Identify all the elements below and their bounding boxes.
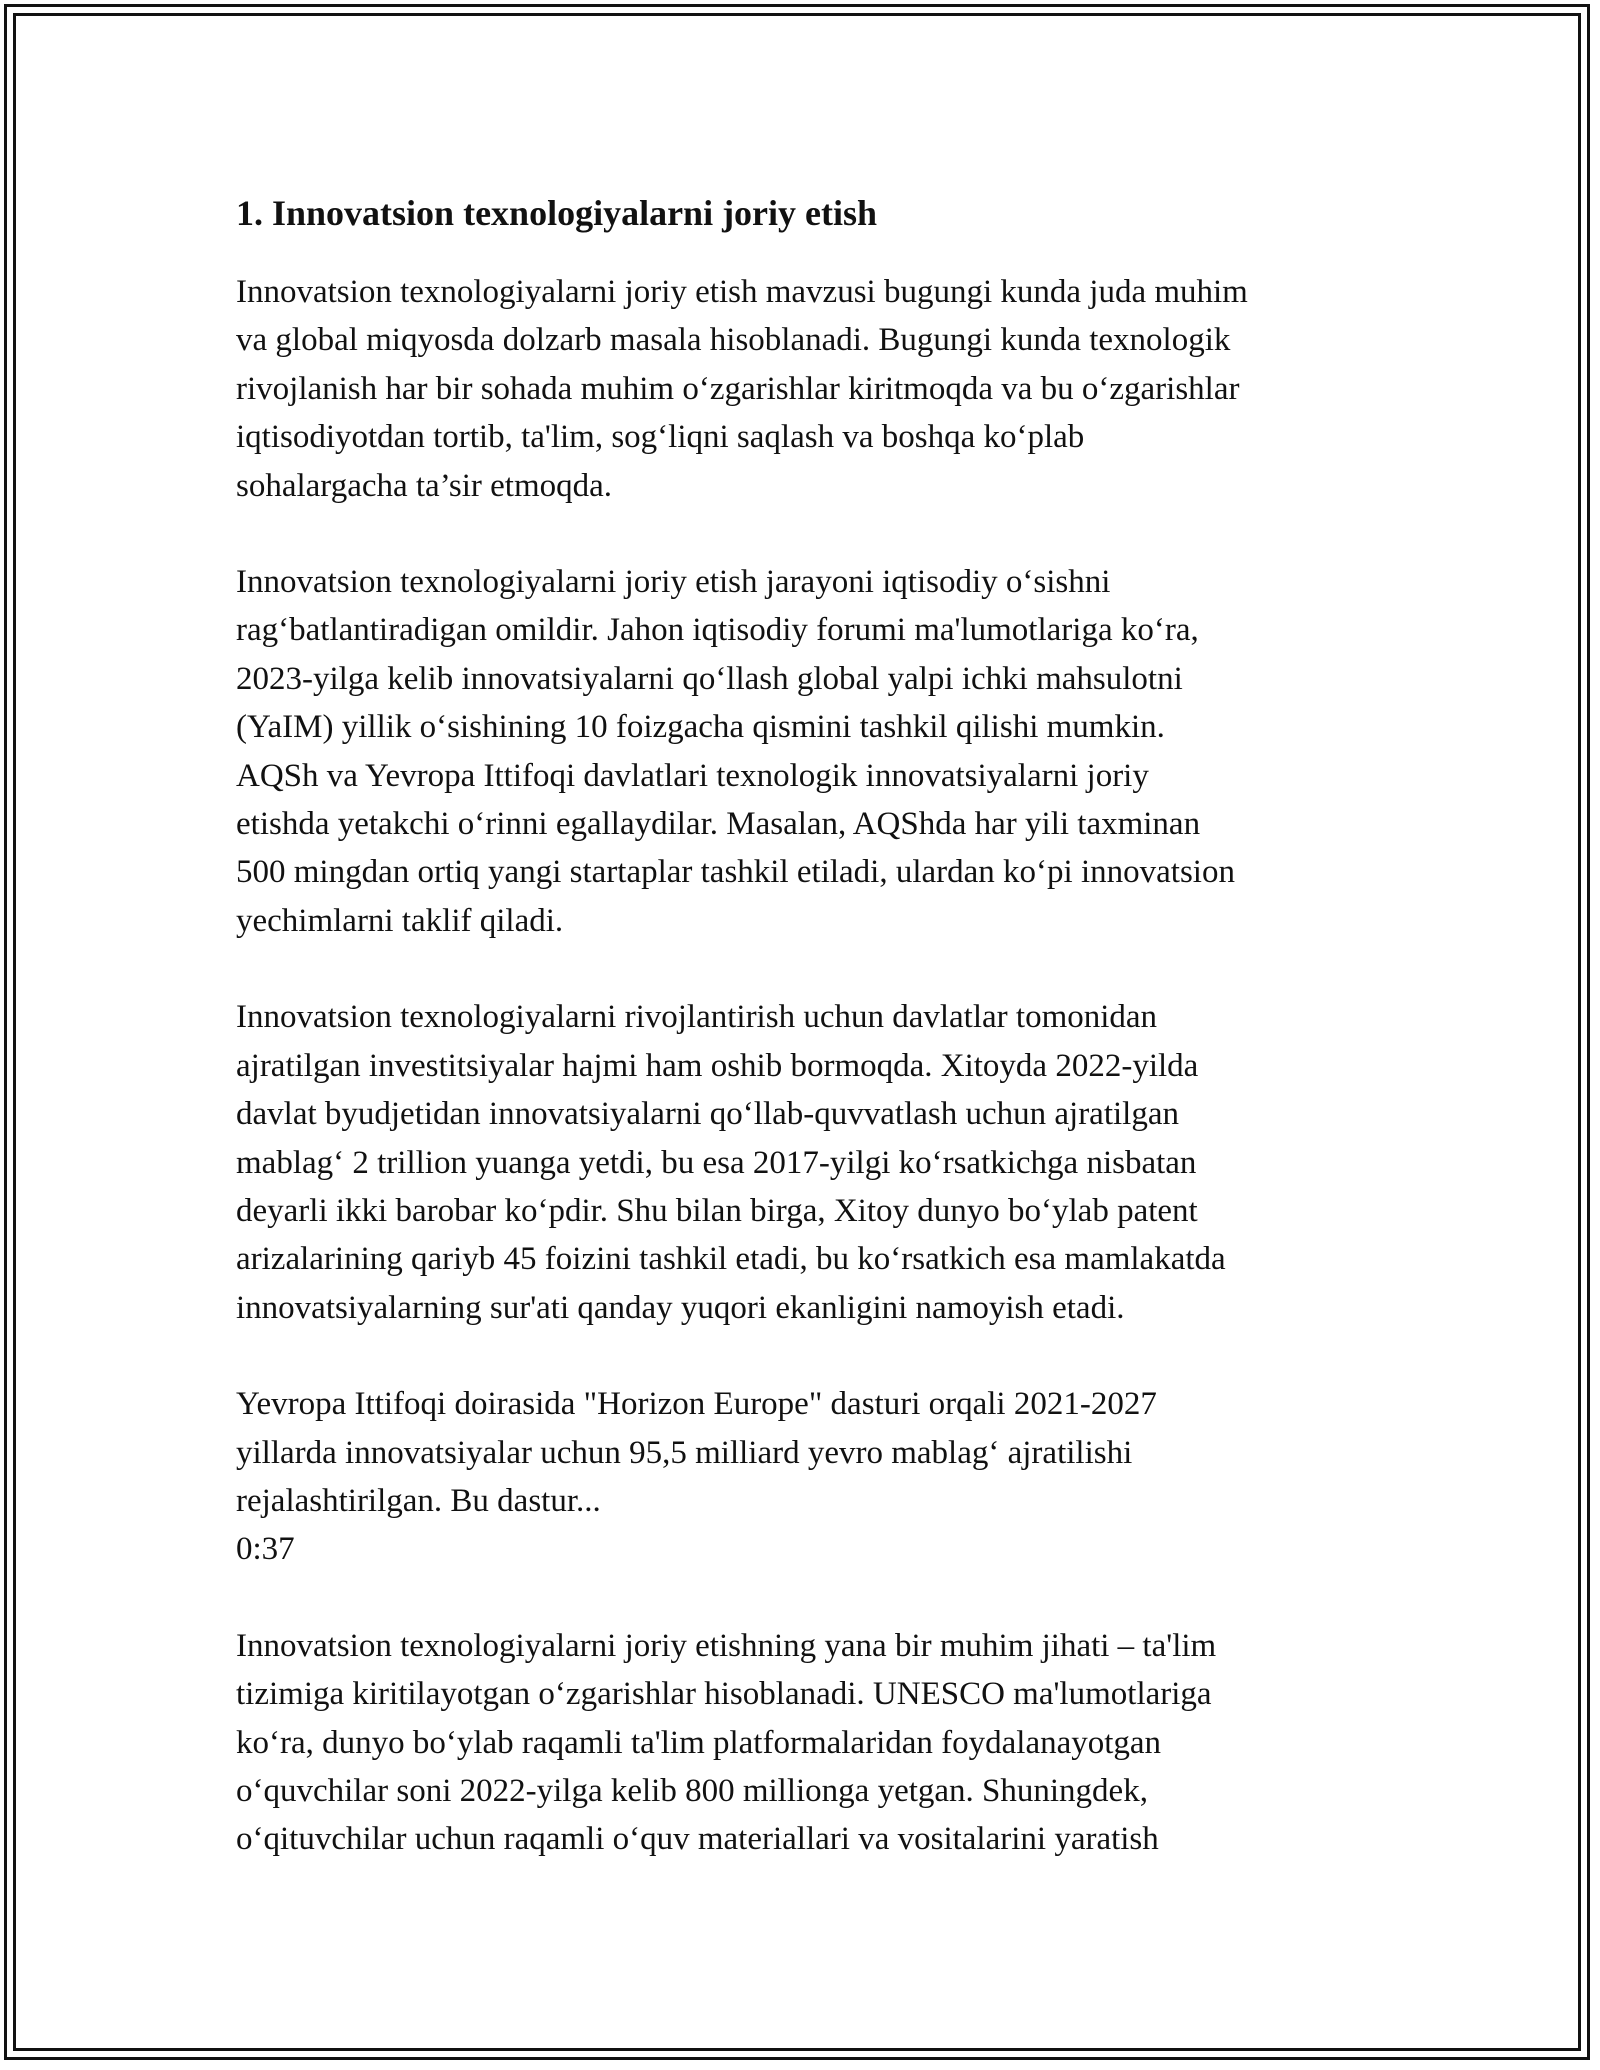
paragraph-line: yillarda innovatsiyalar uchun 95,5 milliard yevro mablag‘ ajratilishi bbox=[236, 1434, 1133, 1471]
paragraph-5 bbox=[236, 1622, 1366, 1864]
paragraph-line: ajratilgan investitsiyalar hajmi ham oshib bormoqda. Xitoyda 2022-yilda bbox=[236, 1047, 1199, 1084]
paragraph-2 bbox=[236, 558, 1366, 945]
paragraph-line: davlat byudjetidan innovatsiyalarni qo‘llab-quvvatlash uchun ajratilgan bbox=[236, 1096, 1179, 1133]
paragraph-line: Innovatsion texnologiyalarni rivojlantirish uchun davlatlar tomonidan bbox=[236, 999, 1158, 1036]
paragraph-line: tizimiga kiritilayotgan o‘zgarishlar hisoblanadi. UNESCO ma'lumotlariga bbox=[236, 1676, 1212, 1713]
paragraph-line: Innovatsion texnologiyalarni joriy etish jarayoni iqtisodiy o‘sishni bbox=[236, 564, 1111, 601]
paragraph-line: 500 mingdan ortiq yangi startaplar tashkil etiladi, ulardan ko‘pi innovatsion bbox=[236, 854, 1235, 891]
paragraph-line: 2023-yilga kelib innovatsiyalarni qo‘llash global yalpi ichki mahsulotni bbox=[236, 660, 1183, 697]
paragraph-line: Innovatsion texnologiyalarni joriy etishning yana bir muhim jihati – ta'lim bbox=[236, 1627, 1217, 1664]
paragraph-line: sohalargacha ta’sir etmoqda. bbox=[236, 467, 613, 504]
paragraph-line: arizalarining qariyb 45 foizini tashkil etadi, bu ko‘rsatkich esa mamlakatda bbox=[236, 1241, 1226, 1278]
paragraph-3 bbox=[236, 993, 1366, 1332]
paragraph-line: rag‘batlantiradigan omildir. Jahon iqtisodiy forumi ma'lumotlariga ko‘ra, bbox=[236, 612, 1199, 649]
paragraph-line: etishda yetakchi o‘rinni egallaydilar. Masalan, AQShda har yili taxminan bbox=[236, 806, 1201, 843]
paragraph-line: (YaIM) yillik o‘sishining 10 foizgacha qismini tashkil qilishi mumkin. bbox=[236, 709, 1165, 746]
paragraph-line: o‘qituvchilar uchun raqamli o‘quv materiallari va vositalarini yaratish bbox=[236, 1821, 1159, 1858]
paragraph-line: Innovatsion texnologiyalarni joriy etish mavzusi bugungi kunda juda muhim bbox=[236, 274, 1248, 310]
paragraph-line: ko‘ra, dunyo bo‘ylab raqamli ta'lim platformalaridan foydalanayotgan bbox=[236, 1724, 1162, 1761]
paragraph-1 bbox=[236, 268, 1366, 510]
paragraph-line: innovatsiyalarning sur'ati qanday yuqori ekanligini namoyish etadi. bbox=[236, 1289, 1125, 1326]
paragraph-line: rejalashtirilgan. Bu dastur... bbox=[236, 1482, 601, 1519]
timestamp-text: 0:37 bbox=[236, 1531, 295, 1568]
paragraph-line: Yevropa Ittifoqi doirasida "Horizon Europe" dasturi orqali 2021-2027 bbox=[236, 1386, 1157, 1423]
paragraph-line: rivojlanish har bir sohada muhim o‘zgarishlar kiritmoqda va bu o‘zgarishlar bbox=[236, 370, 1240, 407]
section-heading: 1. Innovatsion texnologiyalarni joriy etish bbox=[236, 193, 878, 233]
paragraph-4 bbox=[236, 1380, 1366, 1574]
paragraph-line: o‘quvchilar soni 2022-yilga kelib 800 millionga yetgan. Shuningdek, bbox=[236, 1772, 1148, 1809]
paragraph-line: AQSh va Yevropa Ittifoqi davlatlari texnologik innovatsiyalarni joriy bbox=[236, 757, 1149, 794]
paragraph-line: deyarli ikki barobar ko‘pdir. Shu bilan birga, Xitoy dunyo bo‘ylab patent bbox=[236, 1192, 1198, 1229]
paragraph-line: va global miqyosda dolzarb masala hisoblanadi. Bugungi kunda texnologik bbox=[236, 322, 1231, 359]
paragraph-line: mablag‘ 2 trillion yuanga yetdi, bu esa 2017-yilgi ko‘rsatkichga nisbatan bbox=[236, 1144, 1197, 1181]
document-body bbox=[236, 186, 1366, 1912]
paragraph-line: yechimlarni taklif qiladi. bbox=[236, 902, 564, 939]
paragraph-line: iqtisodiyotdan tortib, ta'lim, sog‘liqni saqlash va boshqa ko‘plab bbox=[236, 419, 1085, 456]
